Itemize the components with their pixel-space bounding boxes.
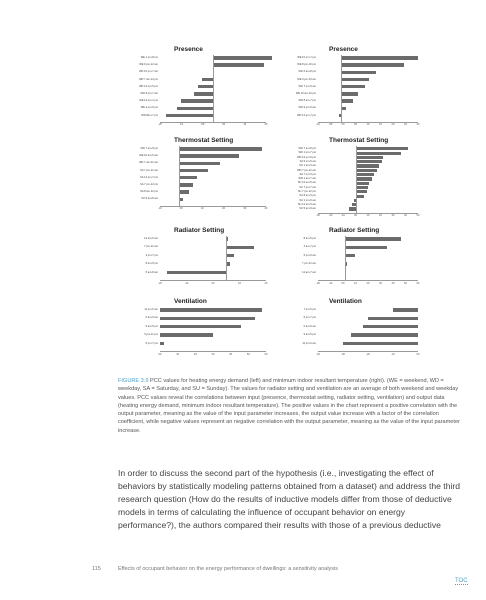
row-label: SA 7 pm-12 am	[140, 168, 158, 172]
tick-label: -10	[328, 281, 333, 285]
data-bar	[194, 92, 213, 95]
row-label: WD 8 am-7 pm	[298, 99, 316, 103]
tick-label: 05	[354, 123, 357, 127]
tick-label: -10	[391, 352, 395, 356]
data-bar	[179, 190, 189, 193]
tick-label: 00	[416, 352, 420, 356]
row-label: SU 1 am-5 am	[299, 164, 316, 168]
row-label: WE 10 am-10 pm	[295, 92, 316, 95]
data-bar	[341, 63, 404, 66]
tick-label: 00	[158, 352, 162, 356]
row-label: 5 pm-11 pm	[144, 333, 158, 337]
tick-label: -40	[316, 352, 320, 356]
data-bar	[160, 308, 262, 311]
row-label: 12 am-7 am	[302, 270, 316, 274]
tick-label: 10	[238, 281, 241, 285]
tick-label: -10	[341, 214, 345, 217]
row-label: WE 9 pm-10 am	[297, 77, 316, 81]
tick-label: -10	[158, 207, 162, 211]
tick-label: 30	[391, 214, 395, 217]
row-label: WD 6 am-8 pm	[298, 70, 316, 74]
figure-label: FIGURE 3.9	[118, 378, 149, 384]
row-label: 9 am-5 pm	[303, 333, 316, 337]
x-axis	[160, 122, 266, 123]
chart-title: Presence	[174, 46, 203, 53]
tick-label: 20	[222, 207, 226, 211]
tick-label: 10	[176, 352, 180, 356]
tick-label: 00	[211, 281, 215, 285]
tick-label: -30	[341, 352, 345, 356]
row-label: 7 pm-12 am	[144, 245, 158, 249]
row-label: WD 7 am-5 pm	[140, 147, 158, 150]
tick-label: -20	[366, 352, 370, 356]
tick-label: 00	[354, 214, 357, 217]
row-label: WD 7 am-12 pm	[139, 77, 158, 81]
data-bar	[202, 78, 213, 81]
tick-label: -20	[328, 214, 333, 217]
data-bar	[341, 92, 357, 95]
tick-label: 40	[391, 281, 395, 285]
chart-title: Radiator Setting	[329, 227, 380, 234]
tick-label: 40	[229, 352, 233, 356]
data-bar	[160, 325, 241, 328]
row-label: WD 12 pm-5 pm	[297, 155, 316, 159]
data-bar	[356, 173, 375, 176]
row-label: WD 8 pm-7 am	[140, 92, 158, 95]
row-label: WE 9 pm-12 am	[139, 63, 158, 67]
row-label: SU 8 am-8 am	[141, 197, 158, 201]
data-bar	[160, 342, 164, 345]
row-label: 5 pm-6 am	[303, 253, 316, 257]
row-label: 3 pm-7 pm	[145, 253, 158, 257]
chart-title: Ventilation	[174, 298, 207, 305]
tick-label: 30	[379, 281, 382, 285]
zero-line	[213, 55, 214, 122]
row-label: WD 7 pm-12 am	[297, 168, 316, 172]
row-label: WE 2 pm-6 pm	[140, 106, 158, 110]
row-label: 5 pm-7 pm	[303, 316, 316, 320]
row-label: SU 12 am-5 am	[297, 181, 316, 185]
tick-label: -25	[158, 123, 162, 127]
tick-label: -15	[179, 123, 184, 127]
data-bar	[368, 317, 418, 320]
data-bar	[213, 56, 272, 59]
row-label: WD 8pm-7 pm	[141, 113, 158, 117]
tick-label: 00	[341, 281, 345, 285]
data-bar	[341, 85, 364, 88]
zero-line	[345, 236, 346, 280]
row-label: WD 7 am-12 am	[139, 161, 158, 165]
row-label: 11 pm-6 am	[144, 308, 158, 311]
row-label: 5 am-8 am	[145, 270, 158, 274]
row-label: 5 pm-7 pm	[145, 341, 158, 345]
data-bar	[343, 342, 418, 345]
data-bar	[356, 190, 367, 193]
tick-label: 30	[243, 207, 247, 211]
chart-title: Ventilation	[329, 298, 362, 305]
tick-label: 20	[391, 123, 395, 127]
tick-label: 10	[366, 214, 370, 217]
data-bar	[345, 246, 388, 249]
data-bar	[341, 99, 353, 102]
chart-title: Thermostat Setting	[174, 137, 234, 144]
row-label: WD 1 am-7 am	[298, 177, 316, 181]
data-bar	[177, 107, 213, 110]
tick-label: 05	[222, 123, 226, 127]
data-bar	[179, 169, 208, 172]
row-label: 11 pm-6 am	[302, 341, 316, 345]
data-bar	[356, 156, 384, 159]
data-bar	[363, 325, 418, 328]
zero-line	[179, 146, 180, 206]
body-paragraph: In order to discuss the second part of the hypothesis (i.e., investigating the effect of behaviors by statistically modeling patterns obtained from a dataset) and address the third research question (How do the results of inductive models differ from those of deductive models in terms of calculating the influence of occupant behavior on energy performance?), the authors compared their results with those of a previous deductive	[118, 468, 461, 530]
tick-label: 50	[416, 214, 420, 217]
running-title: Effects of occupant behavior on the energy performance of dwellings: a sensitivity analysis	[118, 566, 339, 572]
data-bar	[341, 78, 369, 81]
data-bar	[351, 333, 419, 336]
x-axis	[160, 206, 266, 207]
tick-label: 30	[211, 352, 215, 356]
data-bar	[393, 308, 418, 311]
row-label: SA 5 pm-5 am	[299, 159, 316, 163]
tick-label: 20	[379, 214, 382, 217]
data-bar	[167, 271, 227, 274]
data-bar	[356, 169, 377, 172]
data-bar	[356, 152, 401, 155]
row-label: 7 pm-6 pm	[303, 308, 316, 311]
row-label: WE 10 am-5 am	[139, 154, 158, 158]
row-label: WE 1 pm-8 pm	[140, 56, 158, 59]
tick-label: 15	[243, 123, 247, 127]
row-label: WD 7 am-8 pm	[298, 147, 316, 150]
row-label: SU 12 am-5 am	[297, 202, 316, 206]
row-label: 9 am-5 pm	[145, 324, 158, 328]
data-bar	[345, 237, 401, 240]
tick-label: 10	[354, 281, 357, 285]
chart-title: Radiator Setting	[174, 227, 225, 234]
row-label: SA 7 pm-12 pm	[140, 183, 158, 186]
tick-label: -20	[158, 281, 162, 285]
row-label: WE 8 pm-10 pm	[297, 63, 316, 67]
tick-label: 15	[379, 123, 382, 127]
tick-label: 40	[404, 214, 407, 217]
zero-line	[226, 236, 227, 280]
tick-label: 40	[264, 207, 268, 211]
tick-label: 60	[264, 352, 268, 356]
tick-label: 20	[264, 281, 268, 285]
row-label: SU 7 pm-12 pm	[297, 190, 316, 193]
tick-label: 00	[341, 123, 345, 127]
row-label: SA 12 pm-7 pm	[140, 175, 158, 179]
row-label: 12 am-5 am	[144, 237, 158, 240]
tick-label: -10	[316, 123, 320, 127]
data-bar	[356, 186, 369, 189]
tick-label: 60	[416, 281, 420, 285]
row-label: WE 12 pm-1 pm	[139, 99, 158, 103]
figure-caption	[118, 377, 463, 435]
row-label: SU 5 am-9 am	[299, 207, 316, 211]
data-bar	[226, 254, 234, 257]
data-bar	[356, 164, 380, 167]
tick-label: 10	[366, 123, 370, 127]
caption-text: PCC values for heating energy demand (left) and minimum indoor resultant temperature (right). (WE = weekend, WD = weekday, SA = Saturday, and SU = Sunday). The values for radiator setting and ventilation are an average of both weekend and weekday values. PCC values reveal the correlations between input (presence, thermostat setting, radiator setting, ventilation) and output data (heating energy demand, minimum indoor resultant temperature). The positive values in the chart represent a positive correlation with the output parameter, meaning as the value of the input parameter increases, the output value increase with a factor of the correlation coefficient, while negative values represent an negative correlation with the output parameter, meaning as the value of the input parameter increase.	[118, 378, 460, 434]
data-bar	[356, 177, 372, 180]
tick-label: 50	[404, 281, 407, 285]
data-bar	[213, 63, 264, 66]
row-label: SA 7 pm-5 pm	[299, 172, 316, 176]
toc-link[interactable]: TOC	[455, 578, 468, 584]
row-label: WD 7 pm-9 am	[298, 84, 316, 88]
data-bar	[179, 154, 239, 157]
tick-label: 20	[193, 352, 197, 356]
row-label: SU 7 pm-7 am	[299, 185, 316, 189]
data-bar	[179, 162, 219, 165]
data-bar	[356, 182, 370, 185]
tick-label: 30	[416, 123, 420, 127]
data-bar	[356, 195, 365, 198]
row-label: WE 10 pm-7 pm	[297, 56, 316, 59]
row-label: WD 1 pm-7 pm	[298, 151, 316, 155]
row-label: WD 9 pm-6 am	[298, 106, 316, 110]
tick-label: -30	[316, 214, 320, 217]
tick-label: 25	[404, 123, 407, 127]
data-bar	[226, 246, 254, 249]
tick-label: -05	[200, 123, 205, 127]
row-label: SU 8 am-5 pm	[299, 194, 316, 198]
tick-label: 20	[366, 281, 370, 285]
data-bar	[198, 85, 213, 88]
chart-title: Presence	[329, 46, 358, 53]
tick-label: 25	[264, 123, 268, 127]
zero-line	[341, 55, 342, 122]
tick-label: 50	[246, 352, 250, 356]
tick-label: -20	[316, 281, 320, 285]
tick-label: -10	[184, 281, 189, 285]
data-bar	[341, 56, 418, 59]
row-label: WD 12 pm-5 pm	[139, 84, 158, 88]
data-bar	[166, 114, 213, 117]
data-bar	[181, 99, 213, 102]
data-bar	[179, 147, 262, 150]
row-label: 4 am-7 pm	[303, 245, 316, 249]
row-label: SU 1 pm-6 am	[299, 198, 316, 202]
data-bar	[179, 176, 196, 179]
row-label: WD 12 pm-7 pm	[297, 113, 316, 117]
data-bar	[179, 183, 192, 186]
data-bar	[356, 160, 382, 163]
zero-line	[356, 146, 357, 213]
row-label: WD 10 pm-7 am	[139, 70, 158, 74]
data-bar	[345, 254, 356, 257]
chart-title: Thermostat Setting	[329, 137, 389, 144]
row-label: 8 am-5 pm	[145, 262, 158, 266]
tick-label: 10	[200, 207, 204, 211]
tick-label: -05	[328, 123, 333, 127]
data-bar	[356, 147, 409, 150]
data-bar	[160, 317, 255, 320]
row-label: 6 am-9 am	[303, 324, 316, 328]
page-number: 115	[92, 566, 101, 572]
row-label: 7 pm-12 am	[302, 262, 316, 266]
row-label: SA 8 am-12 pm	[140, 190, 158, 194]
row-label: 6 am-9 am	[145, 316, 158, 320]
row-label: 8 am-5 pm	[303, 237, 316, 240]
data-bar	[160, 333, 213, 336]
tick-label: 00	[179, 207, 183, 211]
data-bar	[341, 71, 376, 74]
